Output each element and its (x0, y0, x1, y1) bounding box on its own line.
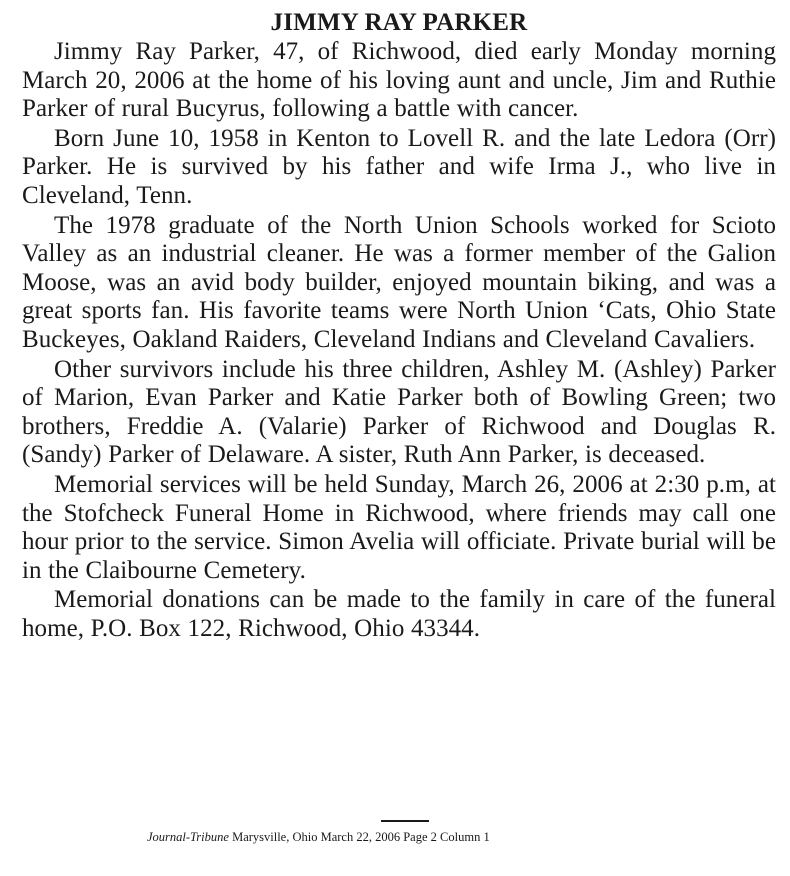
obituary-paragraph-donations: Memorial donations can be made to the family in care of the funeral home, P.O. Box 122, Richwood, Ohio 43344. (22, 586, 776, 642)
divider-rule (381, 820, 429, 822)
obituary-paragraph-birth: Born June 10, 1958 in Kenton to Lovell R. and the late Ledora (Orr) Parker. He is survived by his father and wife Irma J., who live in Cleveland, Tenn. (22, 124, 776, 209)
obituary-paragraph-career: The 1978 graduate of the North Union Schools worked for Scioto Valley as an industrial cleaner. He was a former member of the Galion Moose, was an avid body builder, enjoyed mountain biking, and was a great sports fan. His favorite teams were North Union ‘Cats, Ohio State Buckeyes, Oakland Raiders, Cleveland Indians and Cleveland Cavaliers. (22, 211, 776, 353)
source-citation (147, 829, 490, 845)
source-details: Marysville, Ohio March 22, 2006 Page 2 Column 1 (228, 830, 490, 844)
obituary-headline: JIMMY RAY PARKER (270, 9, 528, 36)
obituary-paragraph-services: Memorial services will be held Sunday, March 26, 2006 at 2:30 p.m, at the Stofcheck Funeral Home in Richwood, where friends may call one hour prior to the service. Simon Avelia will officiate. Private burial will be in the Claibourne Cemetery. (22, 470, 776, 584)
source-paper-name: Journal-Tribune (147, 830, 229, 844)
obituary-clipping (22, 8, 776, 644)
obituary-paragraph-survivors: Other survivors include his three children, Ashley M. (Ashley) Parker of Marion, Evan Parker and Katie Parker both of Bowling Green; two brothers, Freddie A. (Valarie) Parker of Richwood and Douglas R. (Sandy) Parker of Delaware. A sister, Ruth Ann Parker, is deceased. (22, 355, 776, 469)
obituary-paragraph-death: Jimmy Ray Parker, 47, of Richwood, died early Monday morning March 20, 2006 at the home of his loving aunt and uncle, Jim and Ruthie Parker of rural Bucyrus, following a battle with cancer. (22, 38, 776, 123)
